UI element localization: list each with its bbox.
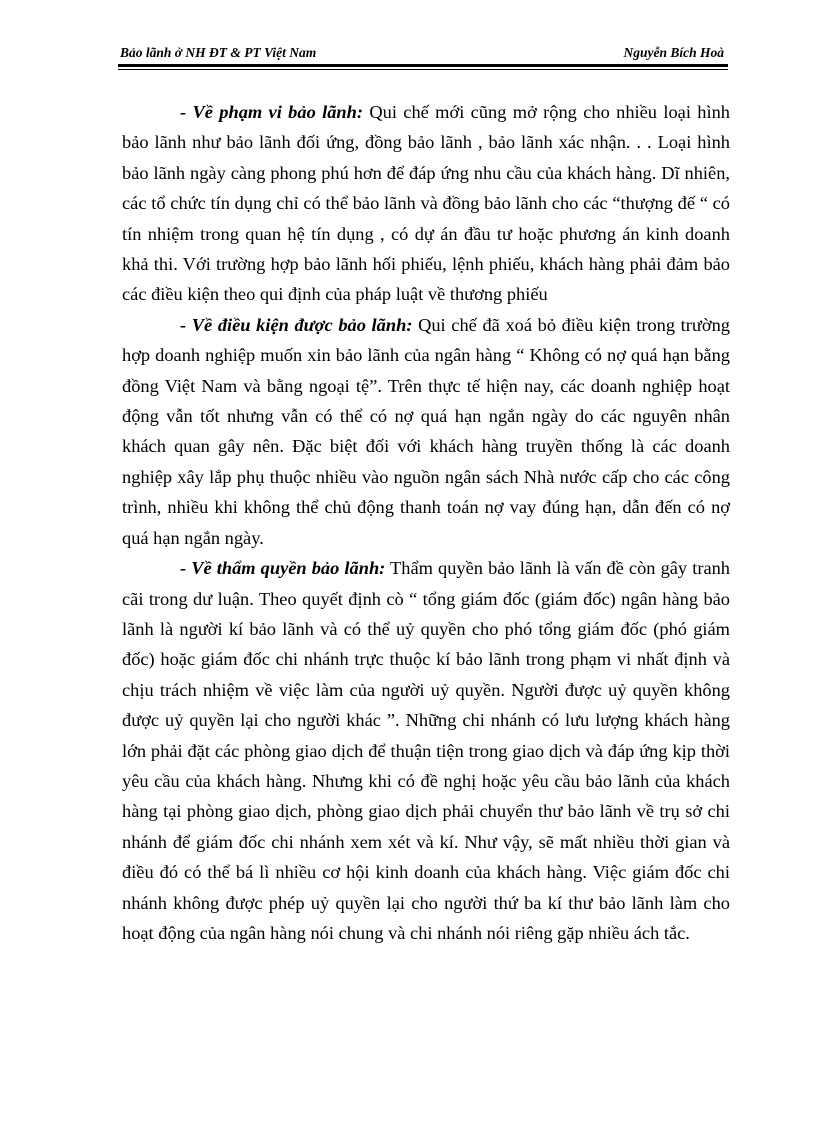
header-title: Bảo lãnh ở NH ĐT & PT Việt Nam (120, 45, 317, 60)
paragraph-text: Qui chế đã xoá bỏ điều kiện trong trường hợp doanh nghiệp muốn xin bảo lãnh của ngân hàng “ Không có nợ quá hạn bằng đồng Việt Nam và bằng ngoại tệ”. Trên thực tế hiện nay, các doanh nghiệp hoạt động vẫn tốt nhưng vẫn có thể có nợ quá hạn ngắn ngày do các nguyên nhân khách quan gây nên. Đặc biệt đối với khách hàng truyền thống là các doanh nghiệp xây lắp phụ thuộc nhiều vào nguồn ngân sách Nhà nước cấp cho các công trình, nhiều khi không thể chủ động thanh toán nợ vay đúng hạn, dẫn đến có nợ quá hạn ngắn ngày. (122, 314, 731, 548)
header-rule-thin (118, 69, 728, 70)
paragraph-lead: - Về điều kiện được bảo lãnh: (180, 314, 413, 335)
header-rule-thick (118, 64, 728, 67)
paragraph-conditions (122, 310, 730, 553)
paragraph-lead: - Về thẩm quyền bảo lãnh: (180, 558, 386, 579)
body-text (122, 97, 730, 948)
paragraph-scope (122, 97, 730, 310)
paragraph-authority (122, 553, 730, 948)
running-header (118, 40, 728, 64)
paragraph-text: Qui chế mới cũng mở rộng cho nhiều loại hình bảo lãnh như bảo lãnh đối ứng, đồng bảo lãnh , bảo lãnh xác nhận. . . Loại hình bảo lãnh ngày càng phong phú hơn để đáp ứng nhu cầu của khách hàng. Dĩ nhiên, các tổ chức tín dụng chỉ có thể bảo lãnh và đồng bảo lãnh cho các “thượng đế “ có tín nhiệm trong quan hệ tín dụng , có dự án đầu tư hoặc phương án kinh doanh khả thi. Với trường hợp bảo lãnh hối phiếu, lệnh phiếu, khách hàng phải đảm bảo các điều kiện theo qui định của pháp luật về thương phiếu (122, 102, 730, 305)
paragraph-text: Thẩm quyền bảo lãnh là vấn đề còn gây tranh cãi trong dư luận. Theo quyết định cò “ tổng giám đốc (giám đốc) ngân hàng bảo lãnh là người kí bảo lãnh và có thể uỷ quyền cho phó tổng giám đốc (phó giám đốc) hoặc giám đốc chi nhánh trực thuộc kí bảo lãnh trong phạm vi nhất định và chịu trách nhiệm về việc làm của người uỷ quyền. Người được uỷ quyền không được uỷ quyền lại cho người khác ”. Những chi nhánh có lưu lượng khách hàng lớn phải đặt các phòng giao dịch để thuận tiện trong giao dịch và đáp ứng kịp thời yêu cầu của khách hàng. Nhưng khi có đề nghị hoặc yêu cầu bảo lãnh của khách hàng tại phòng giao dịch, phòng giao dịch phải chuyển thư bảo lãnh về trụ sở chi nhánh để giám đốc chi nhánh xem xét và kí. Như vậy, sẽ mất nhiều thời gian và điều đó có thể bá lì nhiều cơ hội kinh doanh của khách hàng. Việc giám đốc chi nhánh không được phép uỷ quyền lại cho người thứ ba kí thư bảo lãnh làm cho hoạt động của ngân hàng nói chung và chi nhánh nói riêng gặp nhiều ách tắc. (122, 558, 731, 943)
header-author: Nguyễn Bích Hoà (623, 45, 724, 60)
paragraph-lead: - Về phạm vi bảo lãnh: (180, 102, 363, 122)
